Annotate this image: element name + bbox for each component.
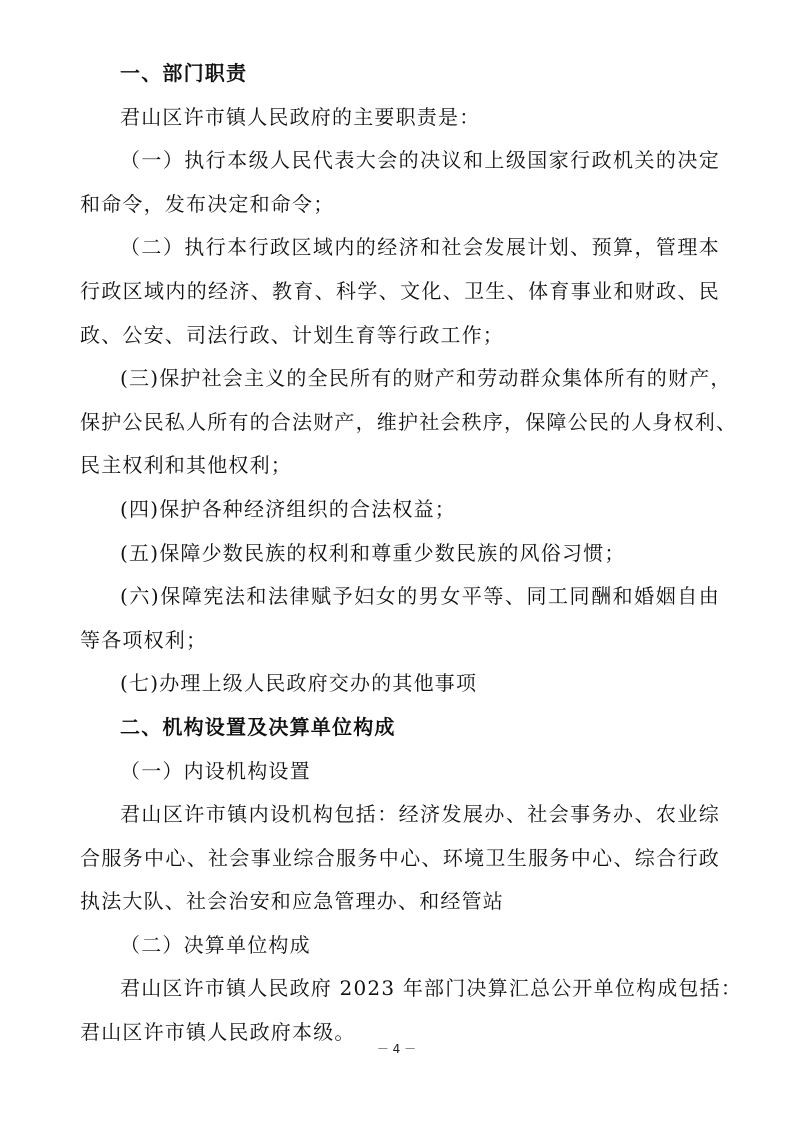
duty-item-1-line-2: 和命令，发布决定和命令；: [80, 191, 335, 216]
duty-item-4: (四)保护各种经济组织的合法权益；: [120, 496, 457, 521]
section-heading-duties: 一、部门职责: [120, 61, 248, 85]
duty-item-2-line-2: 行政区域内的经济、教育、科学、文化、卫生、体育事业和财政、民: [80, 278, 720, 303]
accounting-units-line-2: 君山区许市镇人民政府本级。: [80, 1020, 356, 1045]
internal-bodies-line-3: 执法大队、社会治安和应急管理办、和经管站: [80, 889, 504, 914]
duties-intro: 君山区许市镇人民政府的主要职责是：: [120, 104, 481, 129]
accounting-units-line-1: 君山区许市镇人民政府 2023 年部门决算汇总公开单位构成包括：: [120, 976, 743, 1001]
document-page: [80, 52, 743, 1055]
duty-item-5: (五)保障少数民族的权利和尊重少数民族的风俗习惯；: [120, 540, 626, 565]
internal-bodies-line-1: 君山区许市镇内设机构包括：经济发展办、社会事务办、农业综: [120, 802, 720, 827]
duty-item-6-line-2: 等各项权利；: [80, 627, 208, 652]
subsection-title-accounting-units: （二）决算单位构成: [120, 932, 311, 957]
duty-item-6-line-1: (六)保障宪法和法律赋予妇女的男女平等、同工同酬和婚姻自由: [120, 584, 720, 609]
duty-item-7: (七)办理上级人民政府交办的其他事项: [120, 671, 478, 696]
section-heading-organization: 二、机构设置及决算单位构成: [120, 714, 396, 739]
duty-item-1-line-1: （一）执行本级人民代表大会的决议和上级国家行政机关的决定: [120, 148, 720, 173]
subsection-title-internal-bodies: （一）内设机构设置: [120, 758, 311, 783]
duty-item-2-line-3: 政、公安、司法行政、计划生育等行政工作；: [80, 322, 504, 347]
duty-item-3-line-1: (三)保护社会主义的全民所有的财产和劳动群众集体所有的财产，: [120, 366, 732, 391]
internal-bodies-line-2: 合服务中心、社会事业综合服务中心、环境卫生服务中心、综合行政: [80, 845, 720, 870]
page-number: － 4 －: [376, 1042, 417, 1056]
duty-item-3-line-2: 保护公民私人所有的合法财产，维护社会秩序，保障公民的人身权利、: [80, 409, 738, 434]
duty-item-2-line-1: （二）执行本行政区域内的经济和社会发展计划、预算，管理本: [120, 235, 720, 260]
duty-item-3-line-3: 民主权利和其他权利；: [80, 453, 292, 478]
